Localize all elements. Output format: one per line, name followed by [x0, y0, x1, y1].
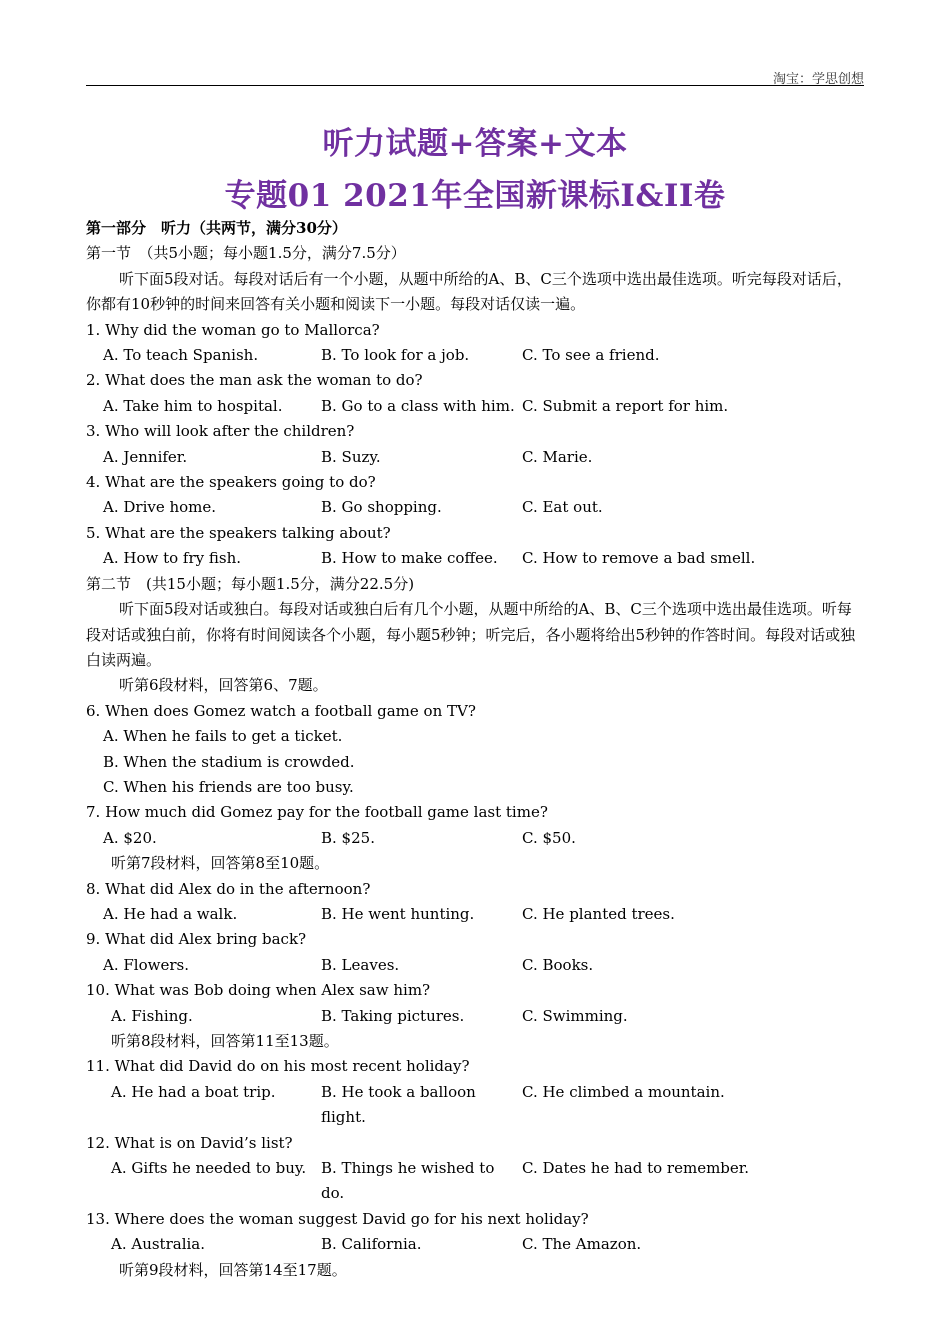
option-c: C. Submit a report for him.	[522, 396, 729, 415]
question-7: 7. How much did Gomez pay for the football game last time?	[86, 803, 548, 822]
option-b: B. To look for a job.	[321, 346, 470, 365]
question-10: 10. What was Bob doing when Alex saw him?	[86, 981, 431, 1000]
options-1	[86, 343, 864, 368]
option-a: A. Jennifer.	[103, 447, 188, 466]
material-9-note: 听第9段材料，回答第14至17题。	[119, 1260, 347, 1279]
question-5: 5. What are the speakers talking about?	[86, 523, 391, 542]
option-b: B. Suzy.	[321, 447, 381, 466]
option-b: B. Taking pictures.	[321, 1006, 465, 1025]
option-c: C. He planted trees.	[522, 904, 675, 923]
option-a: A. $20.	[103, 828, 157, 847]
option-a: A. He had a walk.	[103, 904, 238, 923]
header-source: 淘宝：学思创想	[772, 72, 864, 87]
option-b: B. When the stadium is crowded.	[103, 752, 355, 771]
question-13: 13. Where does the woman suggest David go for his next holiday?	[86, 1209, 589, 1228]
question-11: 11. What did David do on his most recent holiday?	[86, 1057, 470, 1076]
option-c: C. Eat out.	[522, 498, 603, 517]
options-9	[86, 953, 864, 978]
question-8: 8. What did Alex do in the afternoon?	[86, 879, 371, 898]
option-b: B. Go to a class with him.	[321, 396, 515, 415]
option-c: C. To see a friend.	[522, 346, 660, 365]
option-b: B. He took a balloon flight.	[321, 1082, 476, 1127]
option-a: A. To teach Spanish.	[103, 346, 259, 365]
material-6-note: 听第6段材料，回答第6、7题。	[119, 676, 328, 695]
option-a: A. Drive home.	[103, 498, 217, 517]
option-c: C. How to remove a bad smell.	[522, 549, 756, 568]
section1-instructions: 听下面5段对话。每段对话后有一个小题，从题中所给的A、B、C三个选项中选出最佳选项。听完每段对话后，你都有10秒钟的时间来回答有关小题和阅读下一小题。每段对话仅读一遍。	[86, 269, 852, 314]
option-a: A. Take him to hospital.	[103, 396, 283, 415]
option-a: A. Fishing.	[111, 1006, 193, 1025]
question-6: 6. When does Gomez watch a football game on TV?	[86, 701, 476, 720]
option-a: A. When he fails to get a ticket.	[103, 727, 343, 746]
option-a: A. Australia.	[111, 1235, 206, 1254]
option-b: B. He went hunting.	[321, 904, 475, 923]
options-5	[86, 546, 864, 571]
options-10	[86, 1004, 864, 1029]
option-b: B. How to make coffee.	[321, 549, 498, 568]
option-c: C. Marie.	[522, 447, 593, 466]
material-7-note: 听第7段材料，回答第8至10题。	[111, 854, 330, 873]
options-2	[86, 394, 864, 419]
option-b: B. Go shopping.	[321, 498, 442, 517]
document-body	[86, 216, 864, 1283]
question-1: 1. Why did the woman go to Mallorca?	[86, 320, 380, 339]
option-c: C. Dates he had to remember.	[522, 1159, 750, 1178]
option-c: C. When his friends are too busy.	[103, 777, 354, 796]
section2-instructions: 听下面5段对话或独白。每段对话或独白后有几个小题，从题中所给的A、B、C三个选项中选出最佳选项。听每段对话或独白前，你将有时间阅读各个小题，每小题5秒钟；听完后，各小题将给出5秒钟的作答时间。每段对话或独白读两遍。	[86, 600, 856, 669]
page-title-line2: 专题01 2021年全国新课标I&II卷	[224, 178, 726, 214]
option-b: B. Things he wished to do.	[321, 1159, 495, 1203]
page-title-line1: 听力试题+答案+文本	[322, 126, 628, 162]
question-12: 12. What is on David’s list?	[86, 1133, 293, 1152]
option-a: A. Flowers.	[103, 955, 189, 974]
option-b: B. California.	[321, 1235, 422, 1254]
header-rule	[86, 85, 864, 86]
option-a: A. He had a boat trip.	[111, 1082, 276, 1101]
options-7	[86, 826, 864, 851]
options-13	[86, 1232, 864, 1257]
option-b: B. $25.	[321, 828, 375, 847]
options-12	[86, 1156, 864, 1207]
option-b: B. Leaves.	[321, 955, 400, 974]
options-11	[86, 1080, 864, 1131]
option-a: A. How to fry fish.	[103, 549, 242, 568]
question-4: 4. What are the speakers going to do?	[86, 473, 376, 492]
section2-heading: 第二节 (共15小题；每小题1.5分，满分22.5分)	[86, 574, 415, 593]
question-9: 9. What did Alex bring back?	[86, 930, 307, 949]
option-c: C. Swimming.	[522, 1006, 628, 1025]
options-3	[86, 445, 864, 470]
option-c: C. Books.	[522, 955, 594, 974]
option-c: C. He climbed a mountain.	[522, 1082, 725, 1101]
material-8-note: 听第8段材料，回答第11至13题。	[111, 1032, 339, 1050]
part1-heading: 第一部分 听力（共两节，满分30分）	[86, 219, 347, 237]
question-3: 3. Who will look after the children?	[86, 422, 355, 441]
options-8	[86, 902, 864, 927]
option-c: C. $50.	[522, 828, 576, 847]
section1-heading: 第一节 （共5小题；每小题1.5分，满分7.5分）	[86, 244, 406, 263]
options-4	[86, 495, 864, 520]
option-a: A. Gifts he needed to buy.	[111, 1159, 307, 1178]
question-2: 2. What does the man ask the woman to do?	[86, 371, 423, 390]
option-c: C. The Amazon.	[522, 1235, 642, 1254]
